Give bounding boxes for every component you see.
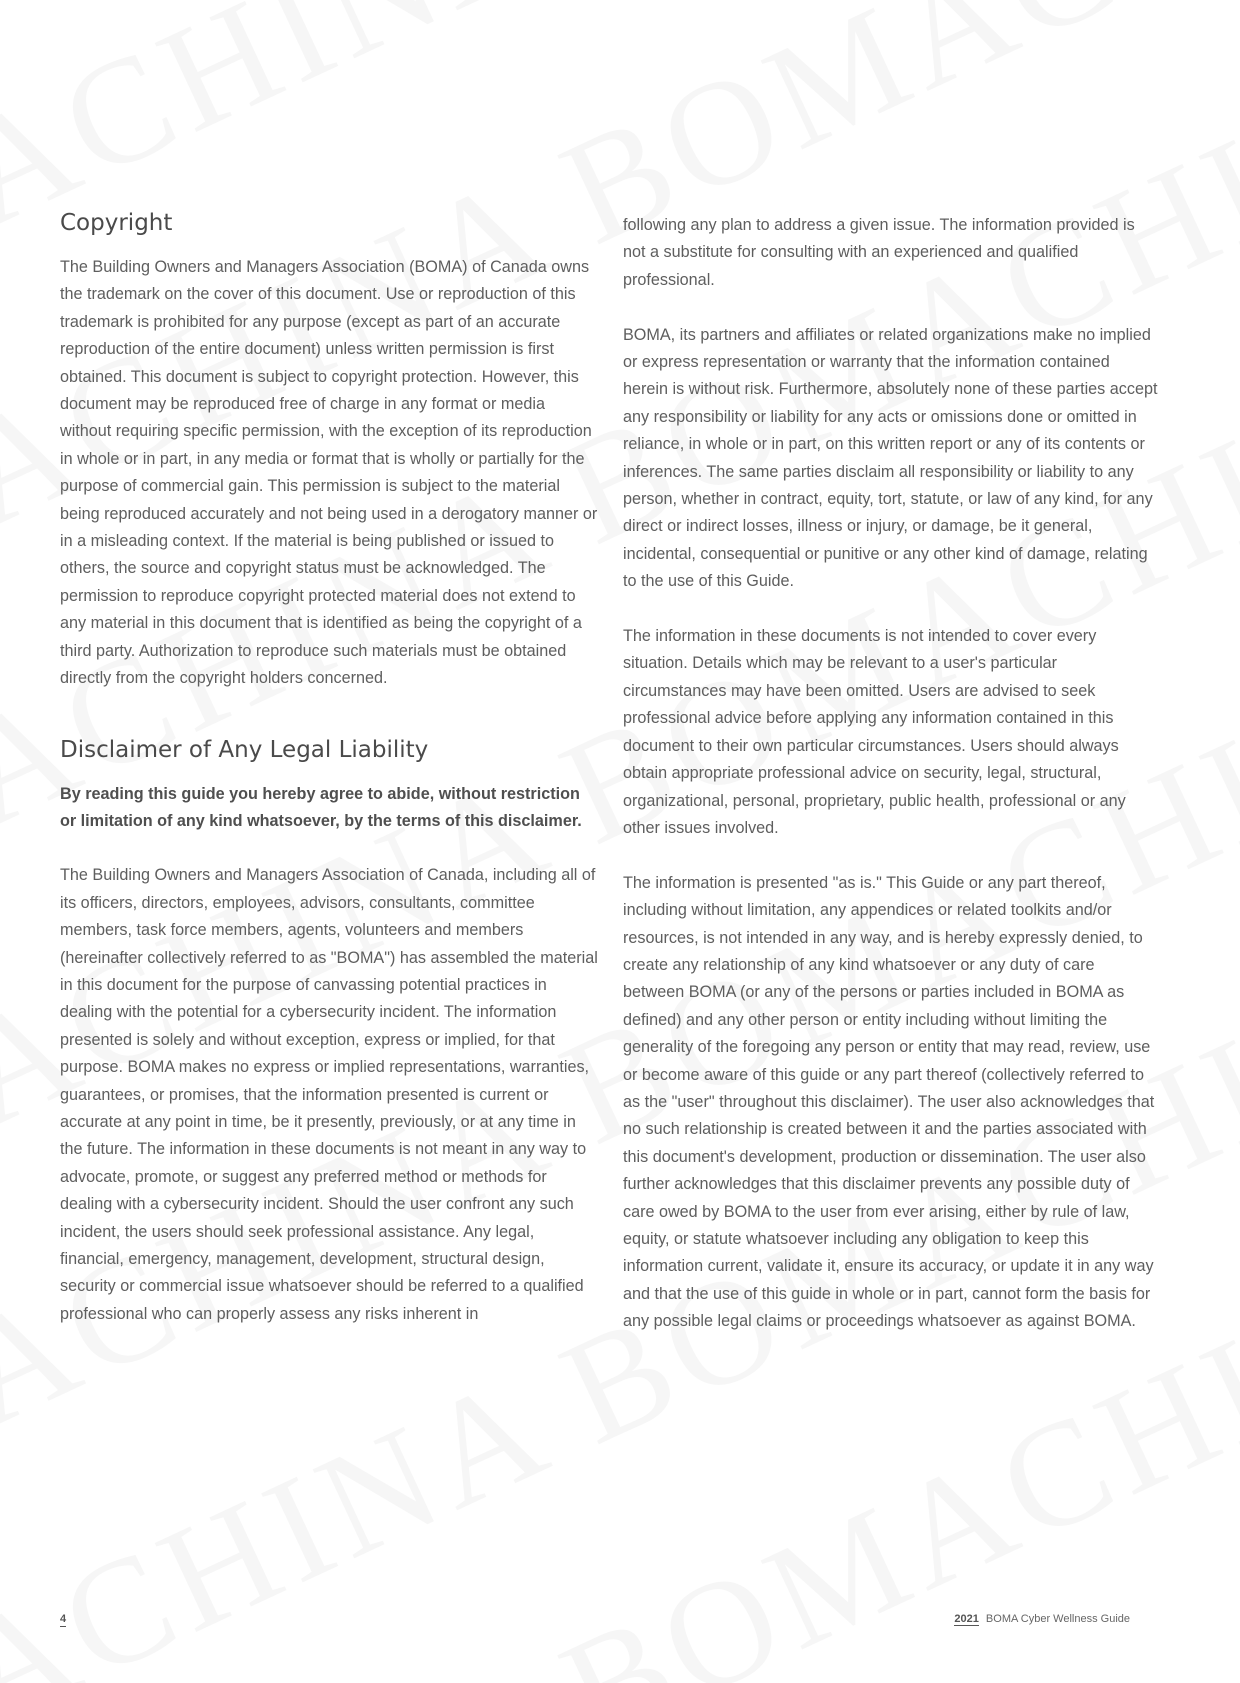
disclaimer-paragraph-3: The information in these documents is not intended to cover every situation. Details which may be relevant to a user's particular circumstances may have been omitted. Users are advised to seek professional advice before applying any information contained in this document to their own particular circumstances. Users should always obtain appropriate professional advice on security, legal, structural, organizational, personal, proprietary, public health, professional or any other issues involved. [623,627,1126,837]
left-column [60,210,600,1328]
footer-guide-name: BOMA Cyber Wellness Guide [985,1613,1130,1625]
disclaimer-heading: Disclaimer of Any Legal Liability [60,736,429,763]
page-number: 4 [60,1613,67,1625]
footer-year: 2021 [954,1613,979,1625]
copyright-paragraph: The Building Owners and Managers Association (BOMA) of Canada owns the trademark on the cover of this document. Use or reproduction of this trademark is prohibited for any purpose (except as part of an accurate reproduction of the entire document) unless written permission is first obtained. This document is subject to copyright protection. However, this document may be reproduced free of charge in any format or media without requiring specific permission, with the exception of its reproduction in whole or in part, in any media or format that is wholly or partially for the purpose of commercial gain. This permission is subject to the material being reproduced accurately and not being used in a derogatory manner or in a misleading context. If the material is being published or issued to others, the source and copyright status must be acknowledged. The permission to reproduce copyright protected material does not extend to any material in this document that is identified as being the copyright of a third party. Authorization to reproduce such materials must be obtained directly from the copyright holders concerned. [60,258,598,688]
disclaimer-paragraph-1: The Building Owners and Managers Association of Canada, including all of its officers, directors, employees, advisors, consultants, committee members, task force members, agents, volunteers and members (hereinafter collectively referred to as "BOMA") has assembled the material in this document for the purpose of canvassing potential practices in dealing with the potential for a cybersecurity incident. The information presented is solely and without exception, express or implied, for that purpose. BOMA makes no express or implied representations, warranties, guarantees, or promises, that the information presented is current or accurate at any point in time, be it presently, previously, or at any time in the future. The information in these documents is not meant in any way to advocate, promote, or suggest any preferred method or methods for dealing with a cybersecurity incident. Should the user confront any such incident, the users should seek professional assistance. Any legal, financial, emergency, management, development, structural design, security or commercial issue whatsoever should be referred to a qualified professional who can properly assess any risks inherent in [60,866,598,1323]
disclaimer-paragraph-4: The information is presented "as is." This Guide or any part thereof, including without limitation, any appendices or related toolkits and/or resources, is not intended in any way, and is hereby expressly denied, to create any relationship of any kind whatsoever or any duty of care between BOMA (or any of the persons or parties included in BOMA as defined) and any other person or entity including without limiting the generality of the foregoing any person or entity that may read, review, use or become aware of this guide or any part thereof (collectively referred to as the "user" throughout this disclaimer). The user also acknowledges that no such relationship is created between it and the parties associated with this document's development, production or dissemination. The user also further acknowledges that this disclaimer prevents any possible duty of care owed by BOMA to the user from ever arising, either by rule of law, equity, or statute whatsoever including any obligation to keep this information current, validate it, ensure its accuracy, or update it in any way and that the use of this guide in whole or in part, cannot form the basis for any possible legal claims or proceedings whatsoever as against BOMA. [623,873,1155,1331]
footer-title [954,1613,1130,1626]
disclaimer-paragraph-2: BOMA, its partners and affiliates or related organizations make no implied or express representation or warranty that the information contained herein is without risk. Furthermore, absolutely none of these parties accept any responsibility or liability for any acts or omissions done or omitted in reliance, in whole or in part, on this written report or any of its contents or inferences. The same parties disclaim all responsibility or liability to any person, whether in contract, equity, tort, statute, or law of any kind, for any direct or indirect losses, illness or injury, or damage, be it general, incidental, consequential or punitive or any other kind of damage, relating to the use of this Guide. [623,325,1158,591]
disclaimer-lead: By reading this guide you hereby agree to abide, without restriction or limitation of any kind whatsoever, by the terms of this disclaimer. [60,784,582,830]
disclaimer-paragraph-1-continued: following any plan to address a given issue. The information provided is not a substitute for consulting with an experienced and qualified professional. [623,216,1135,289]
right-column [623,212,1158,1336]
copyright-heading: Copyright [60,210,173,236]
